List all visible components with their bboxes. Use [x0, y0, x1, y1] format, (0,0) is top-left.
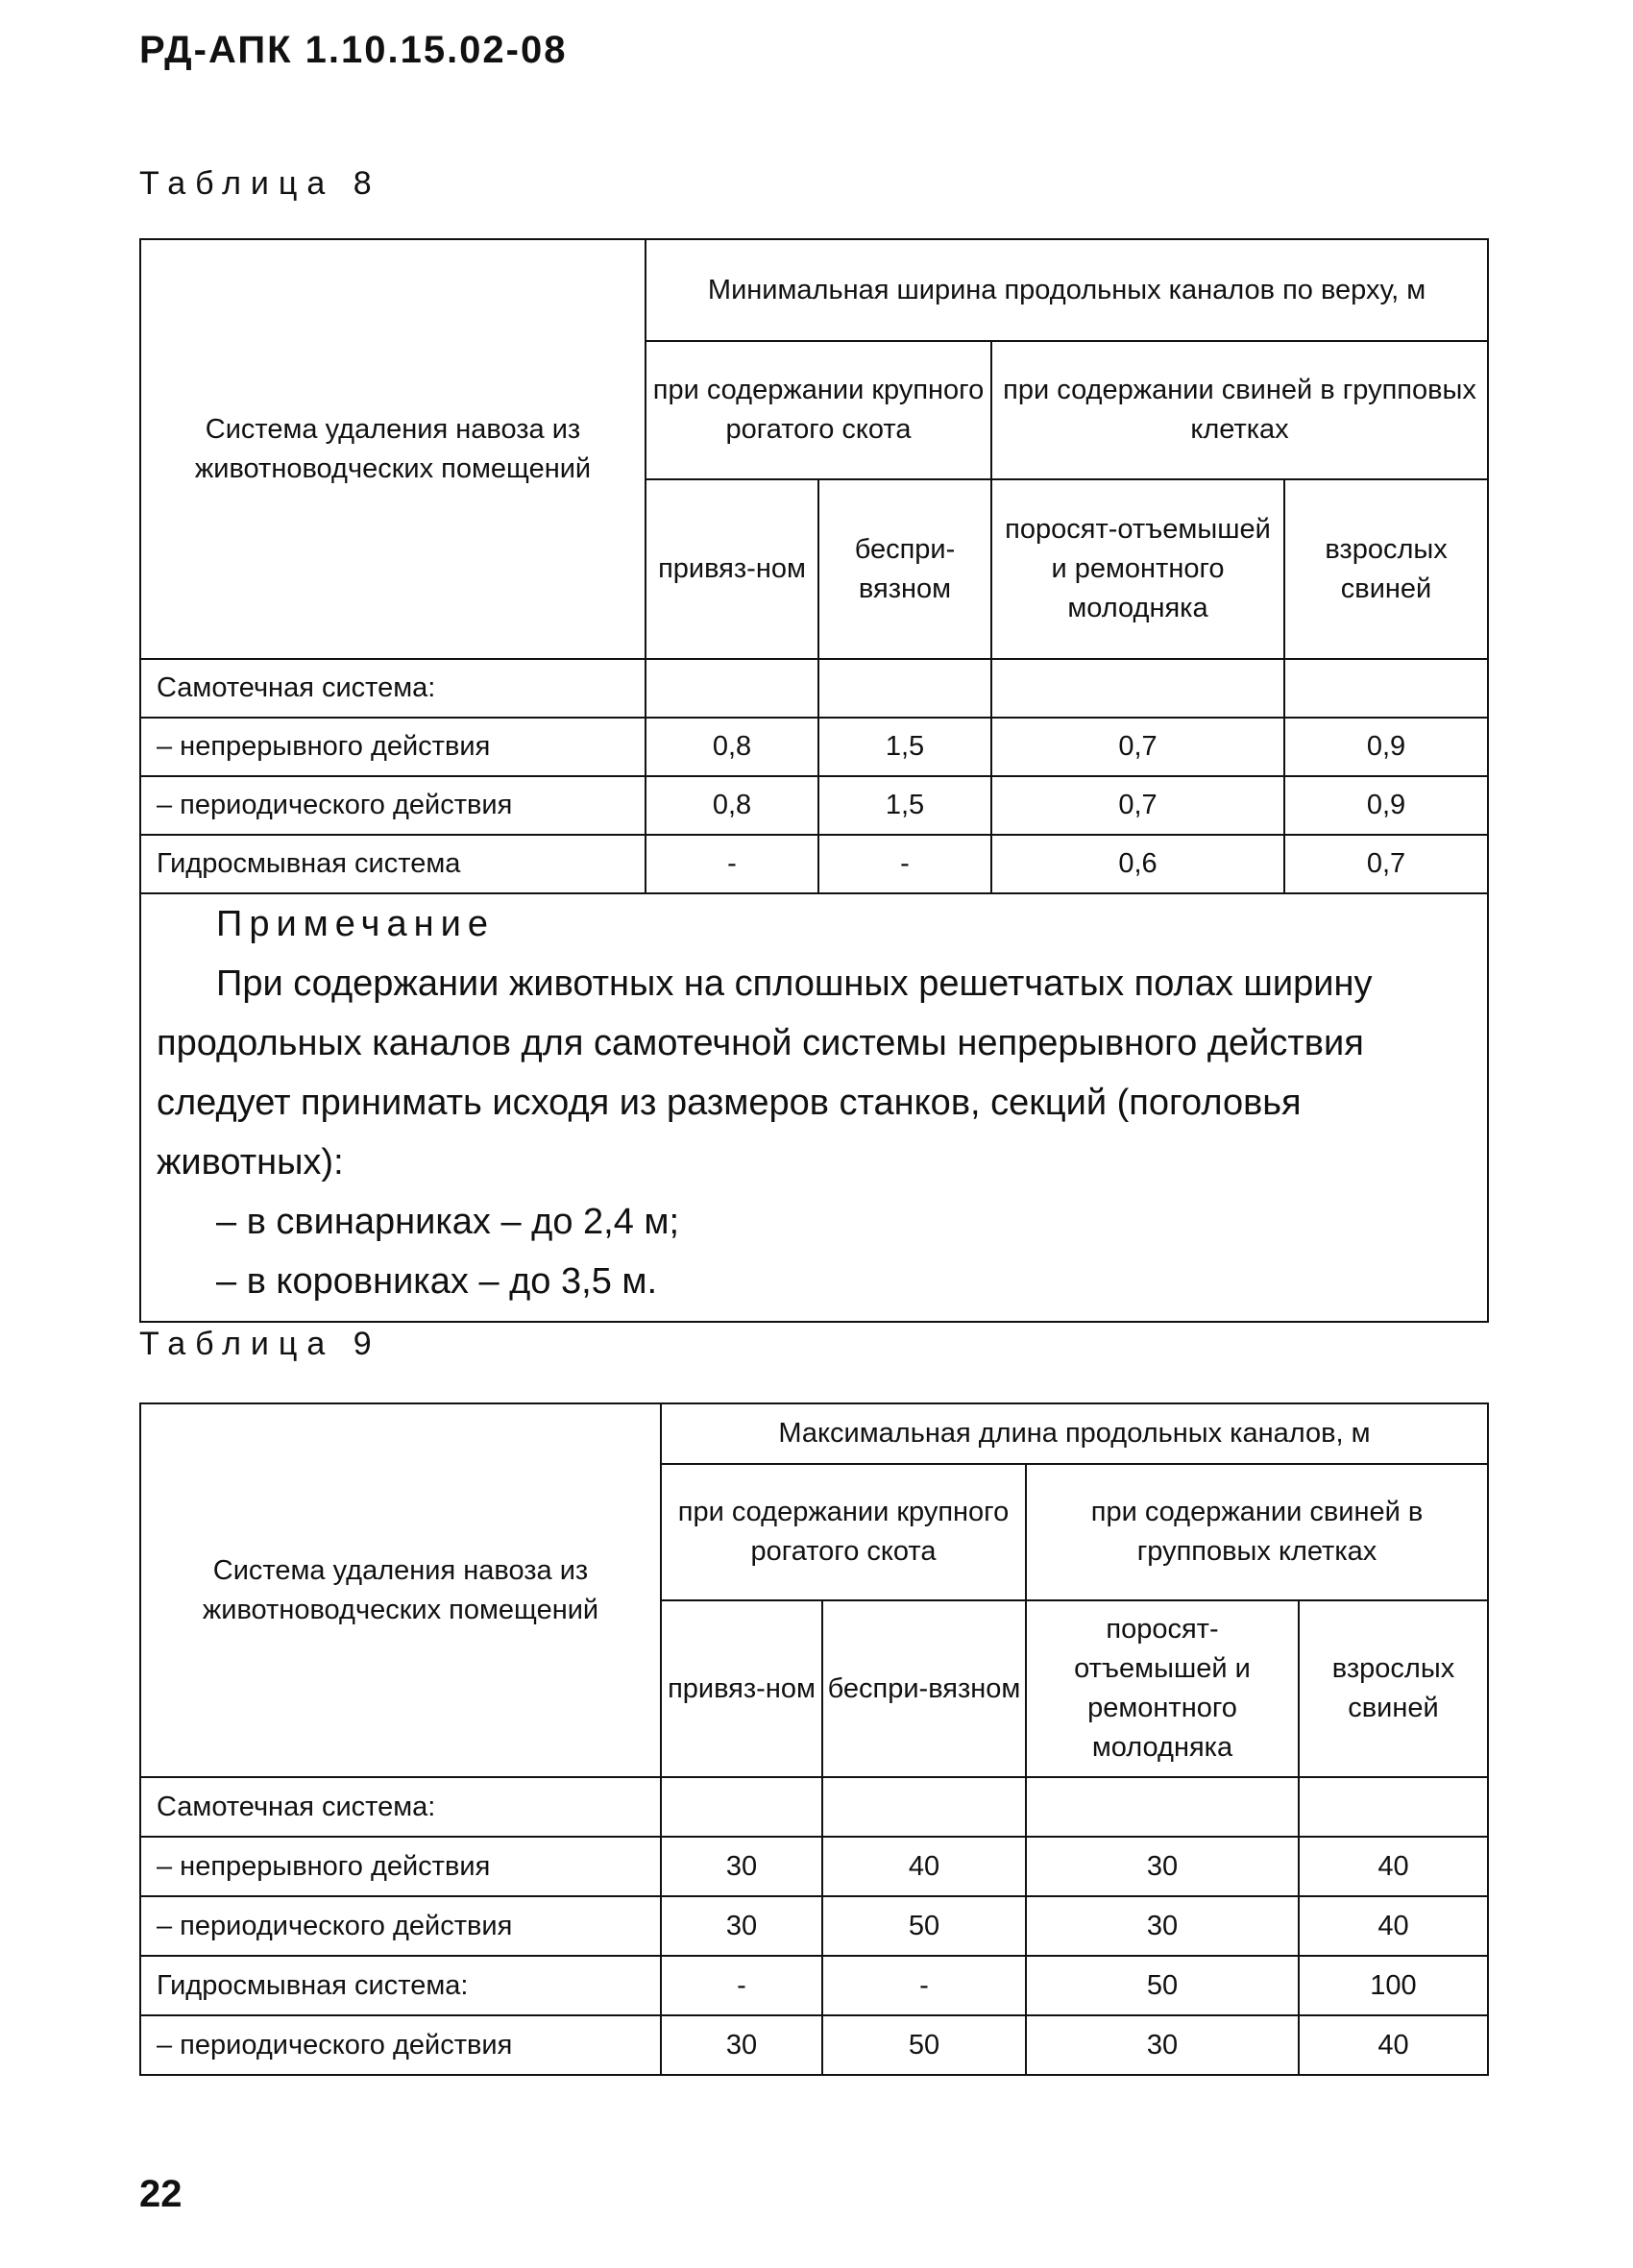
table8-cell: 0,7	[1284, 835, 1488, 893]
table8-cell	[1284, 659, 1488, 718]
note-item: – в коровниках – до 3,5 м.	[216, 1261, 658, 1302]
table8-row-label: Гидросмывная система	[140, 835, 646, 893]
table8-cell	[646, 659, 818, 718]
table9-row-label: – периодического действия	[140, 1896, 661, 1956]
table8-system-header: Система удаления навоза из животноводческих помещений	[140, 239, 646, 659]
table8-caption: Таблица 8	[139, 165, 381, 202]
table9-cattle-header: при содержании крупного рогатого скота	[661, 1464, 1026, 1600]
table9-cell: 30	[661, 2015, 822, 2075]
table8-cell: 1,5	[818, 718, 991, 776]
table8-col-untethered: беспри-вязном	[818, 479, 991, 659]
table8-col-adult-pigs: взрослых свиней	[1284, 479, 1488, 659]
table8-cell: 0,8	[646, 776, 818, 835]
table9-cell: 30	[661, 1837, 822, 1896]
table8-col-tethered: привяз-ном	[646, 479, 818, 659]
table8-pigs-header: при содержании свиней в групповых клетках	[991, 341, 1488, 479]
table9-cell: 40	[822, 1837, 1026, 1896]
table8-cell: 0,7	[991, 718, 1284, 776]
table9-cell: 30	[1026, 1837, 1299, 1896]
table8	[139, 238, 1489, 1323]
table9-cell: -	[822, 1956, 1026, 2015]
table9-cell: 100	[1299, 1956, 1488, 2015]
table9-row-label: – непрерывного действия	[140, 1837, 661, 1896]
table9-col-adult-pigs: взрослых свиней	[1299, 1600, 1488, 1777]
table8-cell: 0,7	[991, 776, 1284, 835]
table9-col-tethered: привяз-ном	[661, 1600, 822, 1777]
note-text: При содержании животных на сплошных решетчатых полах ширину продольных каналов для самотечной системы непрерывного действия следует принимать исходя из размеров станков, секций (поголовья животных):	[157, 963, 1373, 1183]
table9-cell: 50	[822, 1896, 1026, 1956]
page-number: 22	[139, 2173, 183, 2215]
table9-group-header: Максимальная длина продольных каналов, м	[661, 1403, 1488, 1464]
table8-cell: -	[818, 835, 991, 893]
table8-cell	[991, 659, 1284, 718]
table9-cell: 40	[1299, 1896, 1488, 1956]
table9-cell: 30	[1026, 1896, 1299, 1956]
table9-cell	[1299, 1777, 1488, 1837]
table9-cell	[822, 1777, 1026, 1837]
table9-cell: 30	[1026, 2015, 1299, 2075]
table9-cell: 40	[1299, 2015, 1488, 2075]
table8-row-label: – периодического действия	[140, 776, 646, 835]
table8-note	[140, 893, 1488, 1322]
table8-col-piglets: поросят-отъемышей и ремонтного молодняка	[991, 479, 1284, 659]
table9-row-label: Самотечная система:	[140, 1777, 661, 1837]
table9-row-label: Гидросмывная система:	[140, 1956, 661, 2015]
table8-cell: 1,5	[818, 776, 991, 835]
table9-cell	[1026, 1777, 1299, 1837]
table9-col-piglets: поросят-отъемышей и ремонтного молодняка	[1026, 1600, 1299, 1777]
table8-group-header: Минимальная ширина продольных каналов по верху, м	[646, 239, 1488, 341]
table9-col-untethered: беспри-вязном	[822, 1600, 1026, 1777]
table8-cell: 0,8	[646, 718, 818, 776]
table9-system-header: Система удаления навоза из животноводческих помещений	[140, 1403, 661, 1777]
table8-row-label: – непрерывного действия	[140, 718, 646, 776]
note-item: – в свинарниках – до 2,4 м;	[216, 1202, 680, 1242]
table9-cell: 50	[822, 2015, 1026, 2075]
table8-cell: -	[646, 835, 818, 893]
note-title: Примечание	[216, 904, 495, 944]
table9-pigs-header: при содержании свиней в групповых клетках	[1026, 1464, 1488, 1600]
table8-cell: 0,9	[1284, 718, 1488, 776]
table8-row-label: Самотечная система:	[140, 659, 646, 718]
table9-cell: 40	[1299, 1837, 1488, 1896]
table8-cell: 0,9	[1284, 776, 1488, 835]
table8-cattle-header: при содержании крупного рогатого скота	[646, 341, 991, 479]
table9-caption: Таблица 9	[139, 1326, 381, 1362]
table9-cell: 30	[661, 1896, 822, 1956]
table8-cell: 0,6	[991, 835, 1284, 893]
table9	[139, 1402, 1489, 2076]
table9-row-label: – периодического действия	[140, 2015, 661, 2075]
document-code: РД-АПК 1.10.15.02-08	[139, 29, 568, 71]
table9-cell: 50	[1026, 1956, 1299, 2015]
table9-cell	[661, 1777, 822, 1837]
table9-cell: -	[661, 1956, 822, 2015]
table8-cell	[818, 659, 991, 718]
